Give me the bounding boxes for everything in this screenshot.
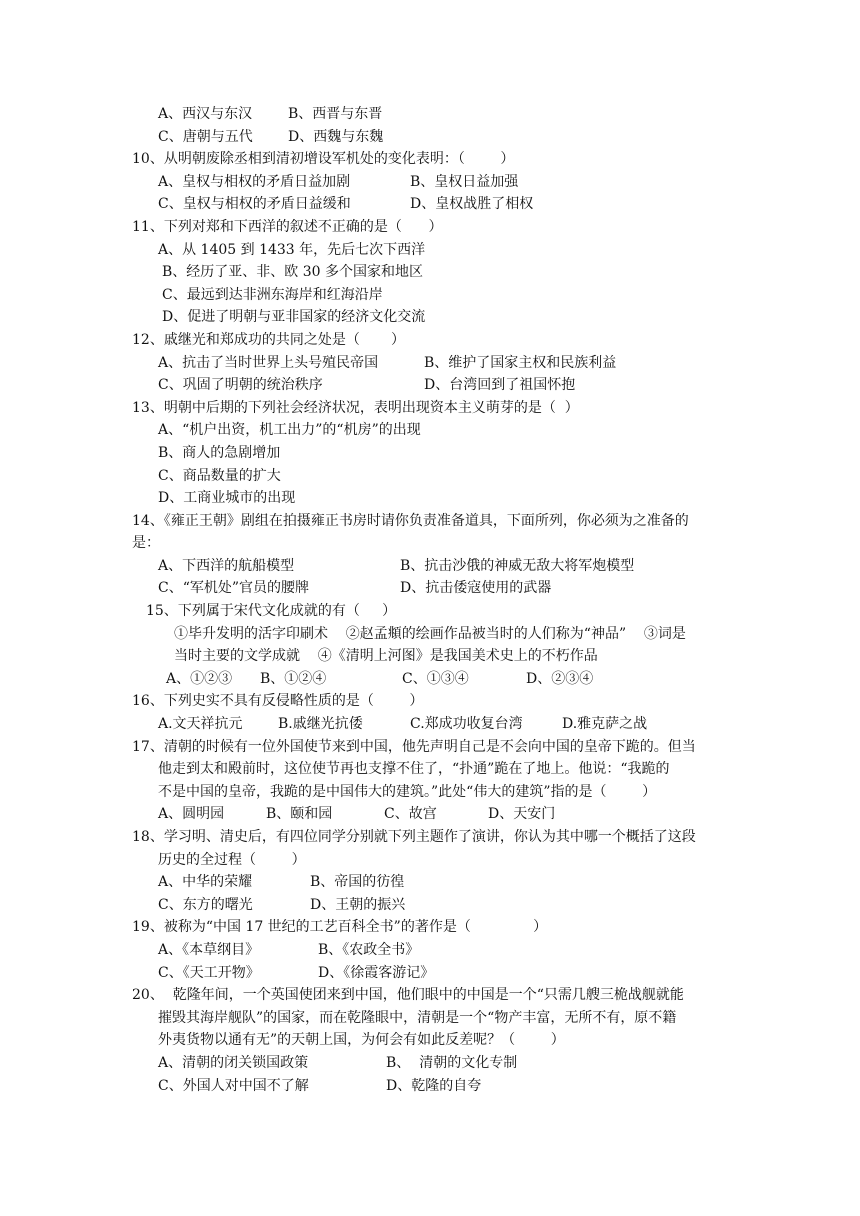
option-text: A、中华的荣耀 [158,874,253,891]
question-line [0,939,860,962]
text-line: 20、 乾隆年间，一个英国使团来到中国，他们眼中的中国是一个“只需几艘三桅战舰就能 [132,987,684,1004]
question-line [0,1029,860,1052]
option-text: C、巩固了明朝的统治秩序 [158,377,323,394]
question-q14 [0,510,860,600]
text-line: 是： [132,535,160,552]
question-line [0,962,860,985]
text-line: 他走到太和殿前时，这位使节再也支撑不住了，“扑通”跪在了地上。他说：“我跪的 [158,761,670,778]
question-q9 [0,103,860,148]
option-text: C.郑成功收复台湾 [410,716,523,733]
text-line: 13、明朝中后期的下列社会经济状况，表明出现资本主义萌芽的是（ ） [132,399,579,416]
question-line [0,306,860,329]
text-line: B、商人的急剧增加 [158,444,281,461]
option-text: B、西晋与东晋 [288,106,383,122]
question-line [0,487,860,510]
text-line: 19、被称为“中国 17 世纪的工艺百科全书”的著作是（ ） [132,919,548,936]
question-line [0,1007,860,1030]
option-text: A、圆明园 [158,806,225,823]
text-line: D、促进了明朝与亚非国家的经济文化交流 [162,309,426,326]
question-q18 [0,826,860,916]
question-line [0,916,860,939]
text-line: ①毕升发明的活字印刷术 ②赵孟頫的绘画作品被当时的人们称为“神品” ③词是 [174,625,686,642]
question-q19 [0,916,860,984]
exam-page [0,103,860,1097]
option-text: D、皇权战胜了相权 [410,196,534,213]
question-line [0,555,860,578]
option-text: B、①②④ [260,670,327,687]
text-line: 当时主要的文学成就 ④《清明上河图》是我国美术史上的不朽作品 [174,648,598,665]
question-line [0,216,860,239]
option-text: B、《农政全书》 [318,941,420,958]
question-line [0,239,860,262]
question-line [0,171,860,194]
text-line: 17、清朝的时候有一位外国使节来到中国，他先声明自己是不会向中国的皇帝下跪的。但当 [132,738,696,755]
text-line: 14、《雍正王朝》剧组在拍摄雍正书房时请你负责准备道具，下面所列，你必须为之准备的 [132,512,689,529]
question-line [0,442,860,465]
text-line: B、经历了亚、非、欧 30 多个国家和地区 [162,264,424,281]
text-line: C、最远到达非洲东海岸和红海沿岸 [162,286,383,303]
text-line: 不是中国的皇帝，我跪的是中国伟大的建筑。”此处“伟大的建筑”指的是（ ） [158,783,657,800]
text-line: 摧毁其海岸舰队”的国家，而在乾隆眼中，清朝是一个“物产丰富，无所不有，原不籍 [158,1009,677,1026]
question-q12 [0,329,860,397]
question-line [0,871,860,894]
question-q17 [0,736,860,826]
question-line [0,623,860,646]
text-line: 16、下列史实不具有反侵略性质的是（ ） [132,693,424,710]
question-q11 [0,216,860,329]
question-line [0,284,860,307]
option-text: C、“军机处”官员的腰牌 [158,580,310,597]
question-q13 [0,397,860,510]
option-text: A、西汉与东汉 [158,106,253,122]
option-text: A、清朝的闭关锁国政策 [158,1054,309,1071]
question-line [0,781,860,804]
question-line [0,736,860,759]
option-text: A、①②③ [166,670,233,687]
question-line [0,1052,860,1075]
question-line [0,849,860,872]
option-text: C、《天工开物》 [158,964,260,981]
option-text: B、抗击沙俄的神威无敌大将军炮模型 [400,557,635,574]
option-text: C、①③④ [402,670,469,687]
option-text: D、《徐霞客游记》 [318,964,435,981]
question-line [0,645,860,668]
question-line [0,397,860,420]
question-line [0,374,860,397]
question-q10 [0,148,860,216]
option-text: B、维护了国家主权和民族利益 [424,354,617,371]
text-line: C、商品数量的扩大 [158,467,281,484]
question-line [0,577,860,600]
question-line [0,261,860,284]
question-line [0,690,860,713]
text-line: 外夷货物以通有无”的天朝上国，为何会有如此反差呢？（ ） [158,1032,565,1049]
question-line [0,803,860,826]
question-line [0,668,860,691]
option-text: B、皇权日益加强 [410,173,519,190]
option-text: B、颐和园 [266,806,333,823]
option-text: B、帝国的彷徨 [310,874,405,891]
option-text: A.文天祥抗元 [158,716,243,733]
question-line [0,193,860,216]
option-text: D.雅克萨之战 [562,716,648,733]
question-line [0,329,860,352]
question-line [0,103,860,126]
text-line: 历史的全过程（ ） [158,851,306,868]
text-line: 12、戚继光和郑成功的共同之处是（ ） [132,331,405,348]
option-text: D、②③④ [526,670,594,687]
question-line [0,148,860,171]
option-text: C、东方的曙光 [158,896,253,913]
question-line [0,510,860,533]
question-line [0,826,860,849]
question-line [0,600,860,623]
option-text: D、王朝的振兴 [310,896,406,913]
question-line [0,352,860,375]
option-text: A、《本草纲目》 [158,941,260,958]
option-text: D、天安门 [488,806,556,823]
question-line [0,532,860,555]
text-line: A、从 1405 到 1433 年，先后七次下西洋 [158,241,426,258]
option-text: A、皇权与相权的矛盾日益加剧 [158,173,351,190]
text-line: 18、学习明、清史后，有四位同学分别就下列主题作了演讲，你认为其中哪一个概括了这段 [132,829,696,845]
question-q15 [0,600,860,690]
option-text: B.戚继光抗倭 [278,716,363,733]
question-line [0,419,860,442]
question-q16 [0,690,860,735]
option-text: D、台湾回到了祖国怀抱 [424,377,576,394]
question-line [0,984,860,1007]
option-text: A、抗击了当时世界上头号殖民帝国 [158,354,379,371]
option-text: D、乾隆的自夸 [386,1077,482,1094]
option-text: D、抗击倭寇使用的武器 [400,580,552,597]
question-q20 [0,984,860,1097]
option-text: C、唐朝与五代 [158,128,253,145]
option-text: C、皇权与相权的矛盾日益缓和 [158,196,351,213]
question-line [0,126,860,149]
option-text: D、西魏与东魏 [288,128,384,145]
option-text: C、外国人对中国不了解 [158,1077,309,1094]
question-line [0,713,860,736]
text-line: A、“机户出资，机工出力”的“机房”的出现 [158,422,421,439]
question-line [0,894,860,917]
option-text: B、 清朝的文化专制 [386,1054,518,1071]
text-line: 10、从明朝废除丞相到清初增设军机处的变化表明：（ ） [132,151,515,168]
question-line [0,465,860,488]
question-line [0,1075,860,1098]
question-line [0,758,860,781]
text-line: 11、下列对郑和下西洋的叙述不正确的是（ ） [132,218,443,235]
text-line: D、工商业城市的出现 [158,490,296,507]
text-line: 15、下列属于宋代文化成就的有（ ） [146,603,397,620]
option-text: C、故宫 [384,806,437,823]
option-text: A、下西洋的航船模型 [158,557,295,574]
